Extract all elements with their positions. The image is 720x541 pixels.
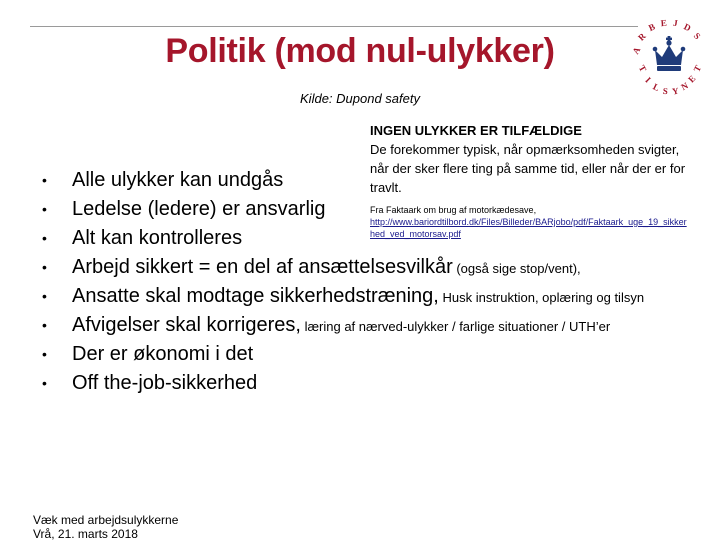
svg-text:S: S xyxy=(662,85,669,97)
source-caption: Kilde: Dupond safety xyxy=(300,91,420,106)
svg-text:I: I xyxy=(643,75,653,85)
svg-text:B: B xyxy=(646,21,657,34)
svg-text:J: J xyxy=(672,17,679,29)
svg-text:S: S xyxy=(691,30,703,42)
bullet-icon: • xyxy=(42,230,47,246)
bullet-item xyxy=(42,195,644,224)
bullet-icon: • xyxy=(42,259,47,275)
bullet-icon: • xyxy=(42,317,47,333)
bullet-item xyxy=(42,166,644,195)
arbejdstilsynet-logo xyxy=(620,12,714,104)
svg-text:T: T xyxy=(636,63,649,74)
note-heading: INGEN ULYKKER ER TILFÆLDIGE xyxy=(370,123,582,138)
bullet-icon: • xyxy=(42,201,47,217)
note-body: De forekommer typisk, når opmærksomheden svigter, når der sker flere ting på samme tid, eller når der er for travlt. xyxy=(370,142,686,195)
svg-text:T: T xyxy=(691,63,704,74)
crown-icon xyxy=(653,36,686,71)
footer xyxy=(33,513,178,541)
svg-text:E: E xyxy=(686,73,698,85)
bullet-item xyxy=(42,340,644,369)
bullet-icon: • xyxy=(42,172,47,188)
top-divider xyxy=(30,26,638,27)
bullet-text: Off the-job-sikkerhed xyxy=(72,372,258,394)
note-link[interactable]: http://www.bariordtilbord.dk/Files/Billeder/BARjobo/pdf/Faktaark_uge_19_sikkerhed_ved_motorsav.pdf xyxy=(370,217,687,239)
bullet-list xyxy=(42,166,644,398)
svg-text:R: R xyxy=(636,30,648,43)
footer-event: Væk med arbejdsulykkerne xyxy=(33,513,179,527)
svg-text:D: D xyxy=(682,21,693,34)
bullet-note: (også sige stop/vent), xyxy=(452,261,581,276)
bullet-item xyxy=(42,311,644,340)
bullet-icon: • xyxy=(42,288,47,304)
bullet-note: læring af nærved-ulykker / farlige situationer / UTH’er xyxy=(300,319,611,334)
bullet-item xyxy=(42,282,644,311)
bullet-text: Der er økonomi i det xyxy=(72,343,254,365)
footer-date: Vrå, 21. marts 2018 xyxy=(33,527,138,541)
svg-text:E: E xyxy=(660,17,668,29)
bullet-text: Ansatte skal modtage sikkerhedstræning, xyxy=(72,285,439,307)
bullet-text: Arbejd sikkert = en del af ansættelsesvilkår xyxy=(72,256,453,278)
bullet-text: Alle ulykker kan undgås xyxy=(72,169,284,191)
bullet-text: Afvigelser skal korrigeres, xyxy=(72,314,301,336)
svg-text:Y: Y xyxy=(671,85,680,97)
bullet-item xyxy=(42,253,644,282)
bullet-icon: • xyxy=(42,375,47,391)
bullet-item xyxy=(42,224,644,253)
bullet-text: Ledelse (ledere) er ansvarlig xyxy=(72,198,326,220)
note-source-line: Fra Faktaark om brug af motorkædesave, xyxy=(370,205,537,215)
bullet-item xyxy=(42,369,644,398)
svg-text:L: L xyxy=(651,81,662,94)
svg-text:N: N xyxy=(679,80,690,93)
svg-text:A: A xyxy=(630,45,643,56)
bullet-text: Alt kan kontrolleres xyxy=(72,227,243,249)
bullet-icon: • xyxy=(42,346,47,362)
slide-title: Politik (mod nul-ulykker) xyxy=(165,32,555,70)
bullet-note: Husk instruktion, oplæring og tilsyn xyxy=(438,290,645,305)
